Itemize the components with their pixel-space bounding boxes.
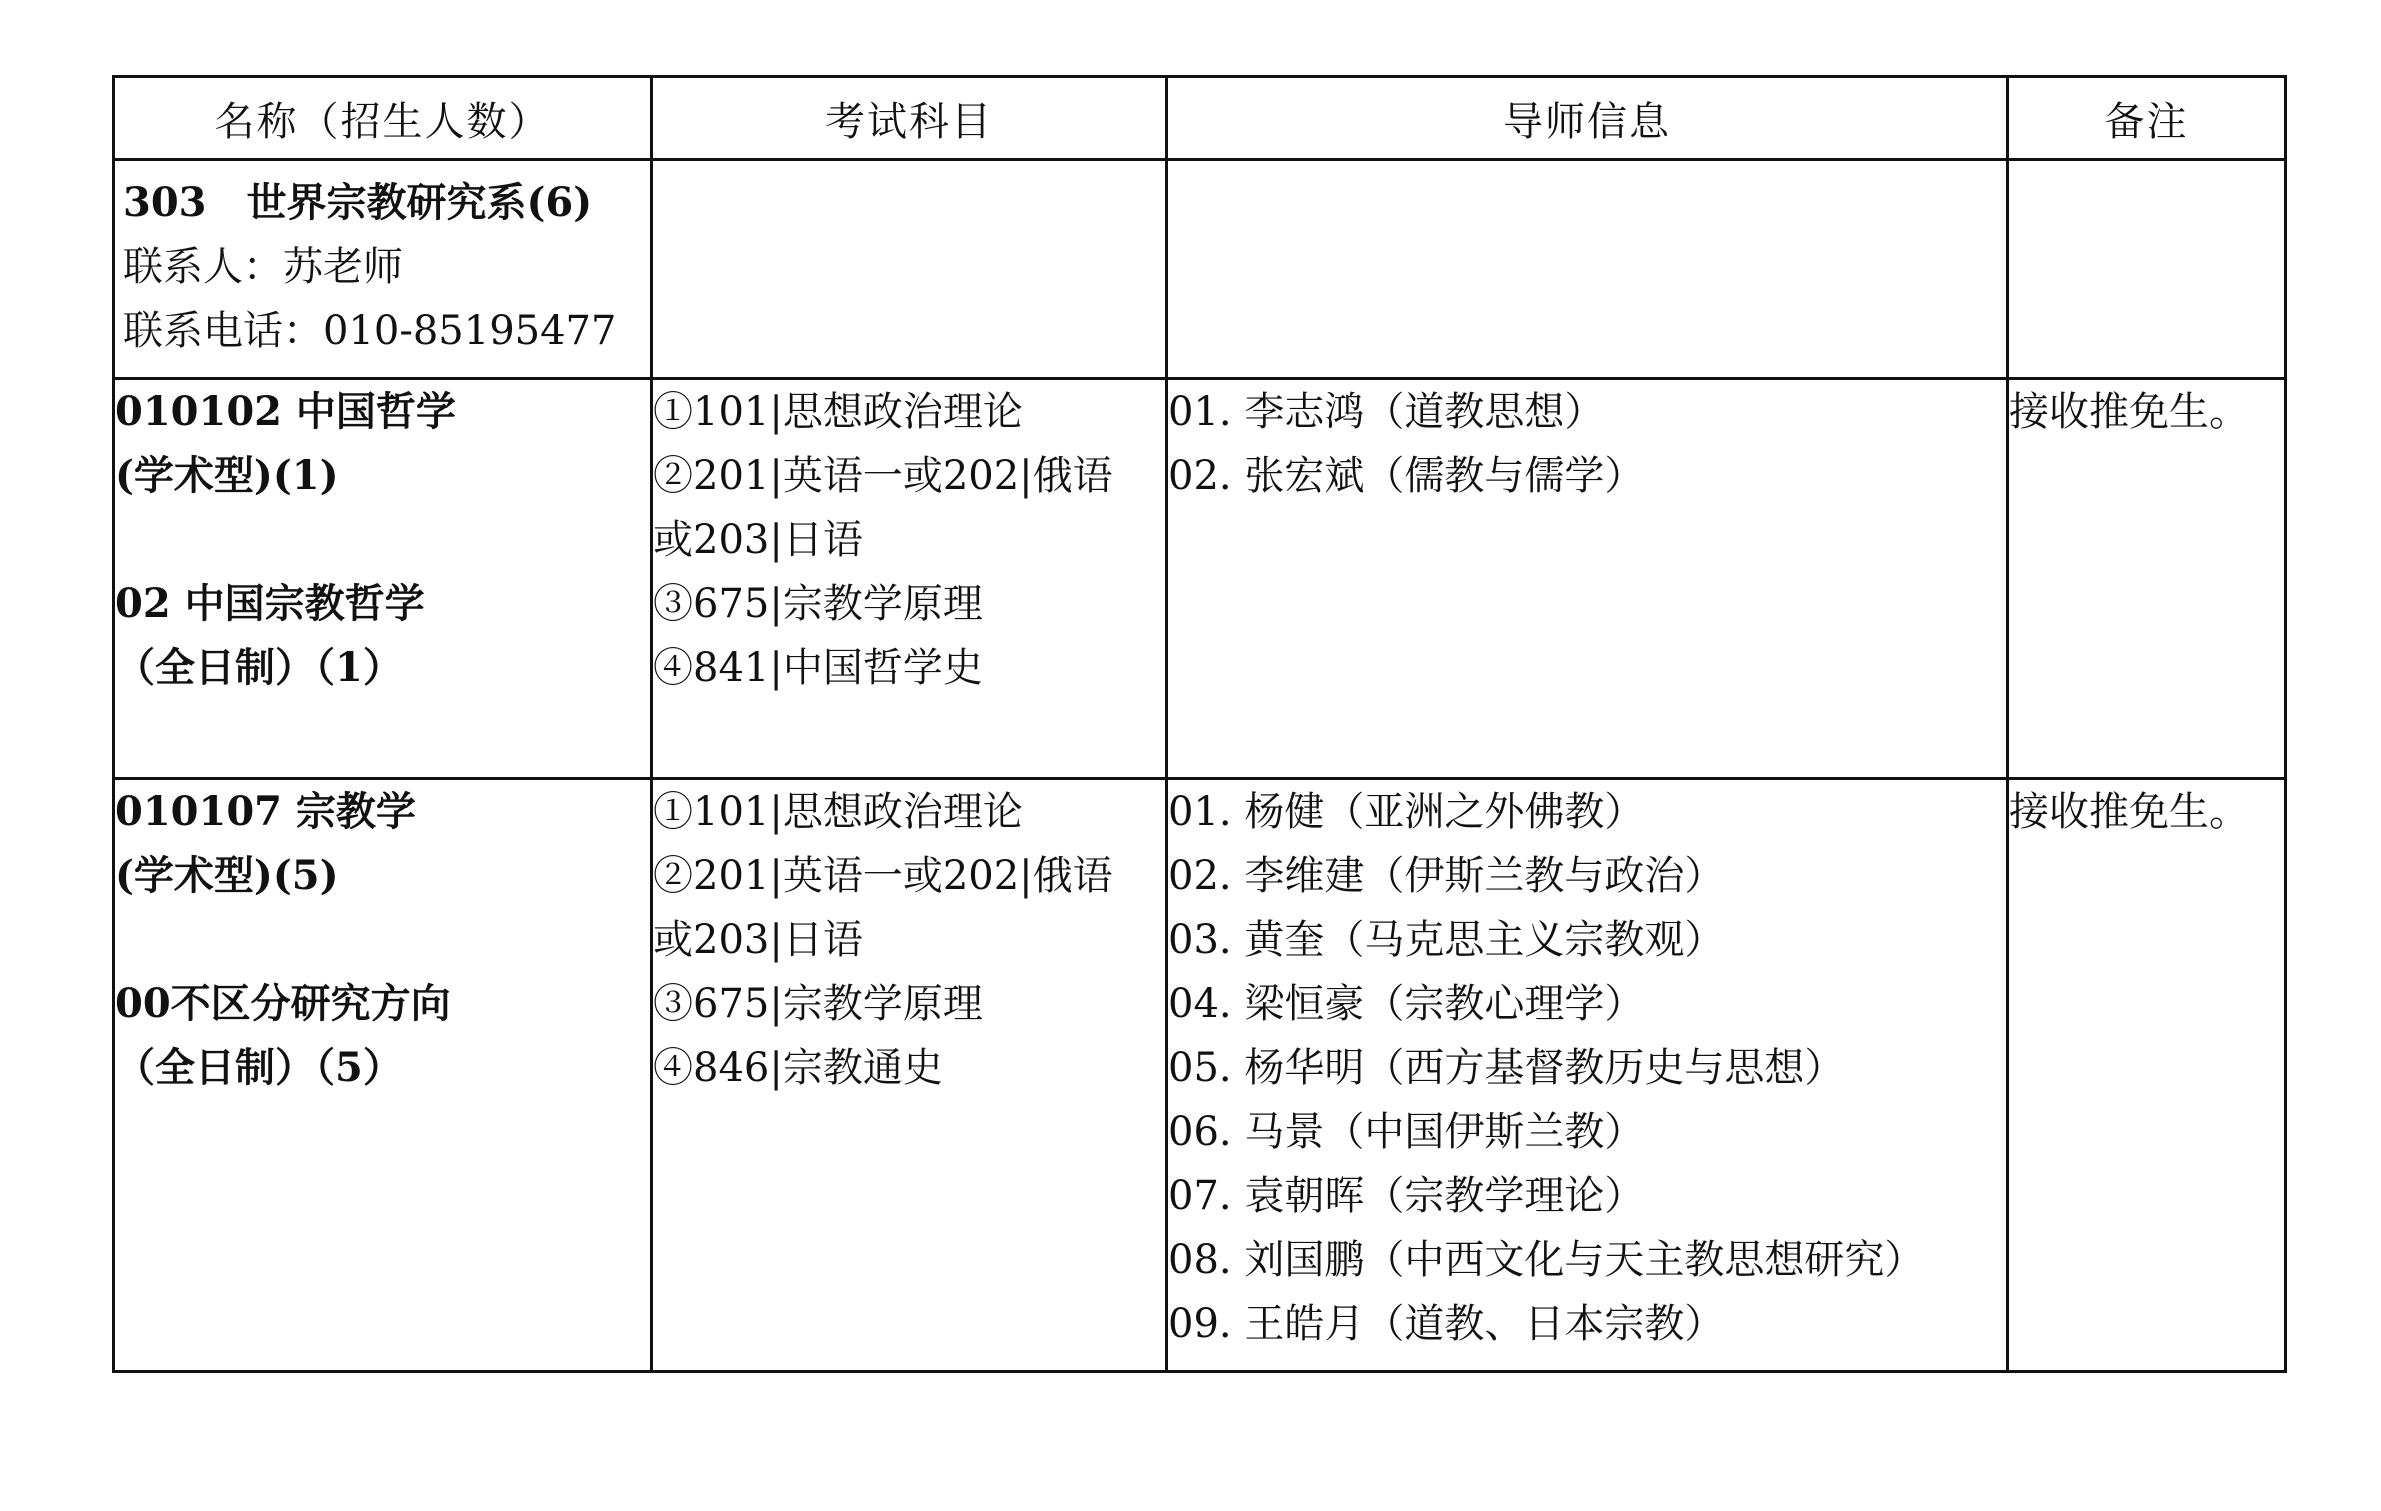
admissions-table [112, 75, 2287, 1373]
header-name: 名称（招生人数） [114, 77, 652, 160]
exam-subject: ③675|宗教学原理 [653, 581, 983, 627]
advisor-entry: 06. 马景（中国伊斯兰教） [1168, 1109, 1645, 1155]
exam-subject: ②201|英语一或202|俄语 [653, 853, 1113, 899]
advisor-entry: 04. 梁恒豪（宗教心理学） [1168, 981, 1645, 1027]
table-row-program [114, 379, 2286, 779]
program-note: 接收推免生。 [2009, 389, 2249, 435]
advisor-entry: 05. 杨华明（西方基督教历史与思想） [1168, 1045, 1845, 1091]
exam-subject: ①101|思想政治理论 [653, 389, 1023, 435]
program-type: (学术型)(5) [115, 852, 339, 899]
program-note: 接收推免生。 [2009, 789, 2249, 835]
program-type: (学术型)(1) [115, 452, 339, 499]
exam-subject: ④841|中国哲学史 [653, 645, 983, 691]
advisor-entry: 01. 李志鸿（道教思想） [1168, 389, 1605, 435]
department-title: 303 世界宗教研究系(6) [123, 179, 593, 226]
program-direction: 02 中国宗教哲学 [115, 580, 425, 627]
program-exam-cell [652, 779, 1167, 1372]
advisor-entry: 09. 王皓月（道教、日本宗教） [1168, 1301, 1725, 1347]
department-cell [114, 160, 652, 379]
program-advisor-cell [1167, 379, 2008, 779]
program-direction: 00不区分研究方向 [115, 980, 451, 1027]
header-note: 备注 [2008, 77, 2286, 160]
header-advisor: 导师信息 [1167, 77, 2008, 160]
program-note-cell [2008, 779, 2286, 1372]
department-phone: 联系电话：010-85195477 [123, 308, 617, 354]
exam-subject: ②201|英语一或202|俄语 [653, 453, 1113, 499]
table-header-row [114, 77, 2286, 160]
exam-subject: 或203|日语 [653, 517, 863, 563]
program-study-mode: （全日制）（5） [115, 1044, 403, 1091]
program-advisor-cell [1167, 779, 2008, 1372]
advisor-entry: 01. 杨健（亚洲之外佛教） [1168, 789, 1645, 835]
advisor-entry: 07. 袁朝晖（宗教学理论） [1168, 1173, 1645, 1219]
exam-subject: ①101|思想政治理论 [653, 789, 1023, 835]
program-note-cell [2008, 379, 2286, 779]
exam-subject: ③675|宗教学原理 [653, 981, 983, 1027]
department-contact: 联系人：苏老师 [123, 244, 403, 290]
program-name-cell [114, 379, 652, 779]
advisor-entry: 08. 刘国鹏（中西文化与天主教思想研究） [1168, 1237, 1925, 1283]
exam-subject: 或203|日语 [653, 917, 863, 963]
header-exam: 考试科目 [652, 77, 1167, 160]
department-note-cell [2008, 160, 2286, 379]
advisor-entry: 03. 黄奎（马克思主义宗教观） [1168, 917, 1725, 963]
program-exam-cell [652, 379, 1167, 779]
program-code-name: 010102 中国哲学 [115, 388, 456, 435]
advisor-entry: 02. 张宏斌（儒教与儒学） [1168, 453, 1645, 499]
department-advisor-cell [1167, 160, 2008, 379]
program-study-mode: （全日制）（1） [115, 644, 403, 691]
table-row-program [114, 779, 2286, 1372]
department-exam-cell [652, 160, 1167, 379]
advisor-entry: 02. 李维建（伊斯兰教与政治） [1168, 853, 1725, 899]
table-row-department [114, 160, 2286, 379]
program-name-cell [114, 779, 652, 1372]
program-code-name: 010107 宗教学 [115, 788, 416, 835]
exam-subject: ④846|宗教通史 [653, 1045, 943, 1091]
